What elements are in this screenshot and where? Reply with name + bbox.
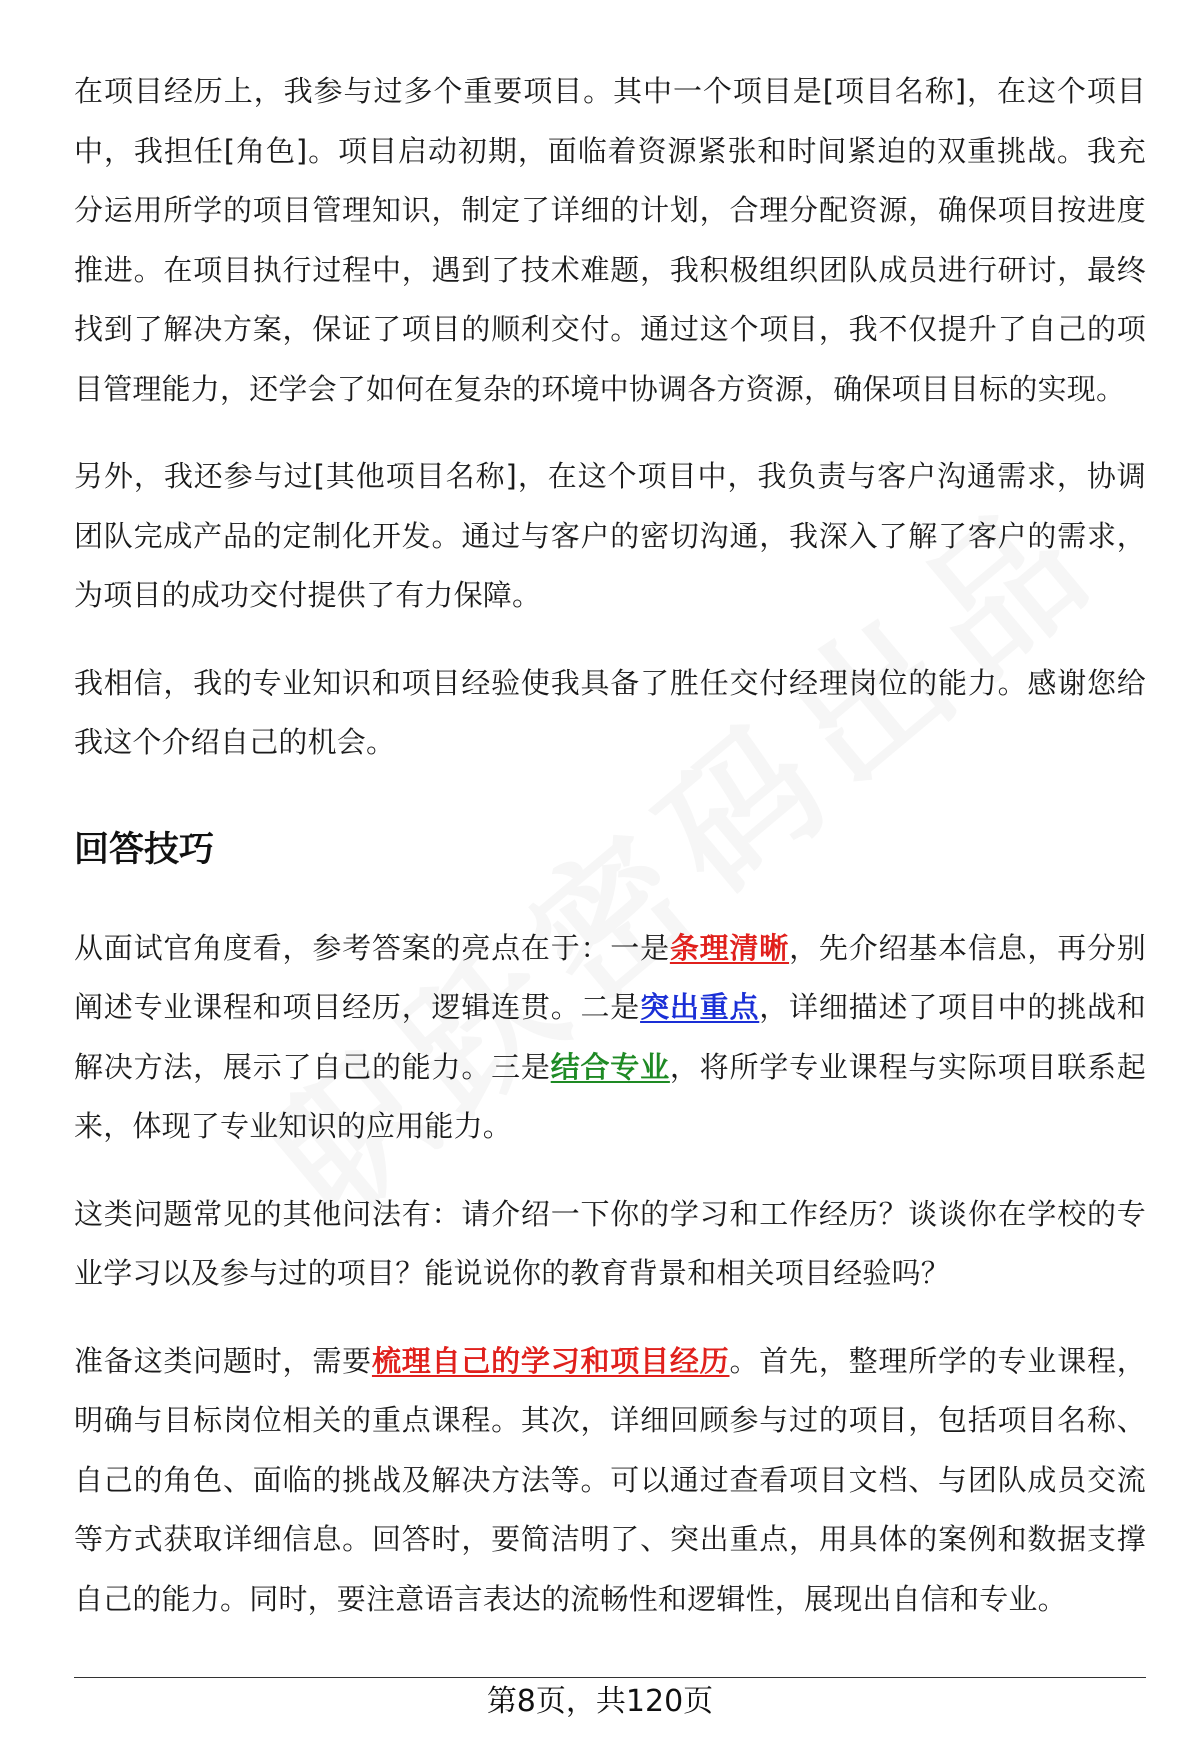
document-page xyxy=(74,62,1146,1657)
paragraph-project-experience: 在项目经历上，我参与过多个重要项目。其中一个项目是[项目名称]，在这个项目中，我担任[角色]。项目启动初期，面临着资源紧张和时间紧迫的双重挑战。我充分运用所学的项目管理知识，制定了详细的计划，合理分配资源，确保项目按进度推进。在项目执行过程中，遇到了技术难题，我积极组织团队成员进行研讨，最终找到了解决方案，保证了项目的顺利交付。通过这个项目，我不仅提升了自己的项目管理能力，还学会了如何在复杂的环境中协调各方资源，确保项目目标的实现。 xyxy=(74,74,1146,406)
text-segment: ，将所学专业课程与实际项目联系起来，体现了专业知识的应用能力。 xyxy=(74,1049,1146,1143)
text-segment: ，详细描述了项目中的挑战和解决方法，展示了自己的能力。三是 xyxy=(74,990,1146,1084)
paragraph-interviewer-view xyxy=(74,919,1146,1157)
page-number: 第8页，共120页 xyxy=(486,1684,714,1719)
paragraph-preparation xyxy=(74,1332,1146,1630)
text-segment: ，先介绍基本信息，再分别阐述专业课程和项目经历，逻辑连贯。二是 xyxy=(74,930,1146,1024)
highlight-key-points: 突出重点 xyxy=(640,990,760,1024)
footer-divider xyxy=(74,1677,1146,1678)
text-segment: 。首先，整理所学的专业课程，明确与目标岗位相关的重点课程。其次，详细回顾参与过的项目，包括项目名称、自己的角色、面临的挑战及解决方法等。可以通过查看项目文档、与团队成员交流等方式获取详细信息。回答时，要简洁明了、突出重点，用具体的案例和数据支撑自己的能力。同时，要注意语言表达的流畅性和逻辑性，展现出自信和专业。 xyxy=(74,1343,1146,1616)
highlight-combine-major: 结合专业 xyxy=(550,1049,670,1084)
highlight-clear-structure: 条理清晰 xyxy=(669,930,790,965)
section-heading-answer-tips: 回答技巧 xyxy=(74,829,215,870)
paragraph-other-project: 另外，我还参与过[其他项目名称]，在这个项目中，我负责与客户沟通需求，协调团队完成产品的定制化开发。通过与客户的密切沟通，我深入了解了客户的需求，为项目的成功交付提供了有力保障。 xyxy=(74,459,1146,612)
paragraph-alternative-questions: 这类问题常见的其他问法有：请介绍一下你的学习和工作经历？谈谈你在学校的专业学习以及参与过的项目？能说说你的教育背景和相关项目经验吗？ xyxy=(74,1196,1146,1290)
text-segment: 从面试官角度看，参考答案的亮点在于：一是 xyxy=(74,930,670,965)
highlight-sort-experience: 梳理自己的学习和项目经历 xyxy=(371,1343,730,1378)
paragraph-conclusion: 我相信，我的专业知识和项目经验使我具备了胜任交付经理岗位的能力。感谢您给我这个介绍自己的机会。 xyxy=(74,665,1146,759)
text-segment: 准备这类问题时，需要 xyxy=(74,1343,372,1378)
